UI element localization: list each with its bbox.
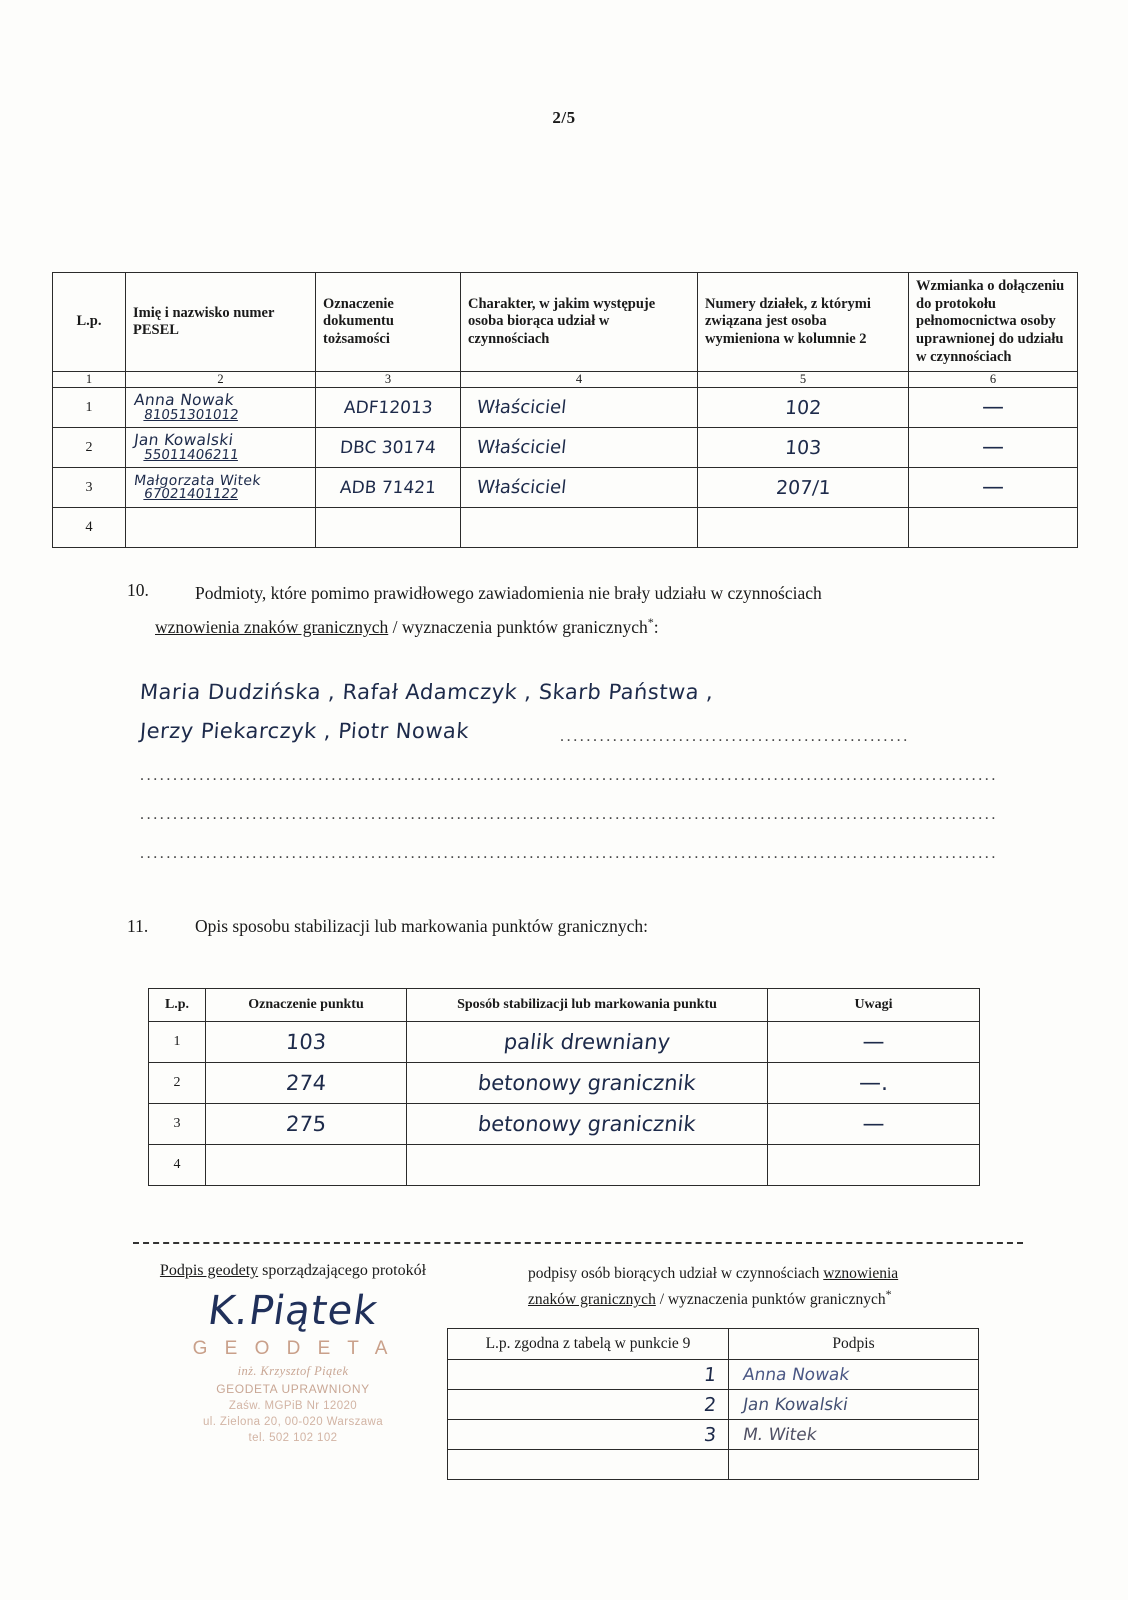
row-method [407,1145,768,1186]
signature-row-lp [448,1420,729,1450]
row-name-pesel [126,428,316,468]
row-note [909,428,1078,468]
row-name: Małgorzata Witek [133,473,262,490]
surveyor-signature-handwriting: K.Piątek [205,1288,381,1334]
row-lp: 1 [149,1022,206,1063]
table-row [149,1145,980,1186]
answer-line-2-text: Jerzy Piekarczyk , Piotr Nowak [139,719,470,743]
section-10-answer-lines [140,672,1040,867]
table-row [448,1360,979,1390]
row-point [206,1063,407,1104]
answer-line-1 [140,672,1040,711]
row-point-value: 274 [285,1071,327,1095]
row-remark [768,1063,980,1104]
row-note [909,468,1078,508]
row-name-pesel [126,468,316,508]
persons-table-header-row [53,273,1078,372]
table-row [448,1390,979,1420]
signature-row-signature [729,1390,979,1420]
row-character-value: Właściciel [475,477,568,499]
row-point [206,1104,407,1145]
row-character [461,508,698,548]
colnum-1: 1 [53,372,126,388]
signature-row-lp [448,1390,729,1420]
row-note-value: — [982,435,1004,461]
surveyor-caption-rest: sporządzającego protokół [258,1262,427,1279]
section-10-text: Podmioty, które pomimo prawidłowego zawiadomienia nie brały udziału w czynnościach [195,583,822,603]
points-table-header-row [149,989,980,1022]
footnote-star-2: * [885,1287,892,1302]
table-row [448,1450,979,1480]
table-row [53,468,1078,508]
answer-line-3 [140,750,1040,789]
footnote-star: * [647,615,654,630]
dotted-fill-4: .................................................................................................................................. [140,845,998,862]
surveyor-caption-underlined: Podpis geodety [159,1262,259,1279]
row-method-value: palik drewniany [502,1030,672,1054]
table-row [53,508,1078,548]
row-method [407,1104,768,1145]
row-parcels [698,388,909,428]
section-11 [127,916,648,937]
row-document [316,388,461,428]
header-method: Sposób stabilizacji lub markowania punktu [407,989,768,1022]
participants-signature-caption [528,1262,1028,1312]
stamp-line-3: GEODETA UPRAWNIONY [216,1381,370,1396]
header-lp-reference: L.p. zgodna z tabelą w punkcie 9 [448,1329,729,1360]
row-parcels [698,468,909,508]
table-row [149,1022,980,1063]
header-point: Oznaczenie punktu [206,989,407,1022]
section-10-subtext [155,615,1027,638]
row-point [206,1022,407,1063]
colnum-6: 6 [909,372,1078,388]
signature-row-signature-value: M. Witek [741,1424,819,1445]
row-document [316,508,461,548]
row-character [461,428,698,468]
row-note-value: — [982,395,1004,421]
signature-row-signature [729,1450,979,1480]
row-parcels [698,428,909,468]
row-lp: 4 [53,508,126,548]
header-remark: Uwagi [768,989,980,1022]
points-table [148,988,980,1186]
table-row [149,1063,980,1104]
row-pesel: 67021401122 [143,486,240,503]
participants-signature-table [447,1328,979,1480]
surveyor-signature-block [128,1262,458,1447]
dotted-fill-1: ..................................................... [560,728,910,745]
section-11-number: 11. [127,916,149,936]
participants-caption-part2: / wyznaczenia punktów granicznych [655,1291,886,1309]
participants-caption-underlined-1: wznowienia [823,1265,899,1282]
row-document-value: DBC 30174 [339,437,437,458]
row-lp: 4 [149,1145,206,1186]
header-lp: L.p. [149,989,206,1022]
row-point [206,1145,407,1186]
row-method-value: betonowy granicznik [476,1112,698,1136]
table-row [448,1420,979,1450]
header-document: Oznaczenie dokumentu tożsamości [316,273,461,372]
footer-divider [133,1242,1023,1244]
header-signature: Podpis [729,1329,979,1360]
table-row [53,428,1078,468]
surveyor-stamp [128,1336,458,1447]
row-method [407,1063,768,1104]
row-method-value: betonowy granicznik [476,1071,698,1095]
row-note-value: — [982,475,1004,501]
table-row [53,388,1078,428]
row-name-pesel [126,508,316,548]
participants-caption-part1: podpisy osób biorących udział w czynnościach [528,1265,824,1282]
row-pesel: 55011406211 [143,446,240,463]
participants-caption-underlined-2: znaków granicznych [528,1291,656,1309]
section-11-text: Opis sposobu stabilizacji lub markowania punktów granicznych: [195,916,648,936]
row-note [909,508,1078,548]
surveyor-signature-caption [128,1262,458,1280]
header-parcels: Numery działek, z którymi związana jest osoba wymieniona w kolumnie 2 [698,273,909,372]
colnum-2: 2 [126,372,316,388]
section-10-sub-rest: / wyznaczenia punktów granicznych [392,616,648,637]
row-lp: 3 [149,1104,206,1145]
stamp-line-5: ul. Zielona 20, 00-020 Warszawa [202,1416,384,1429]
signature-row-lp [448,1450,729,1480]
answer-line-2 [140,711,1040,750]
row-remark [768,1104,980,1145]
row-pesel: 81051301012 [143,406,240,423]
signature-row-lp [448,1360,729,1390]
signature-row-signature-value: Anna Nowak [741,1364,851,1385]
row-note [909,388,1078,428]
row-lp: 3 [53,468,126,508]
row-remark-value: —. [859,1070,888,1096]
row-document-value: ADF12013 [343,397,433,418]
row-parcels-value: 103 [784,436,822,459]
colnum-3: 3 [316,372,461,388]
header-name: Imię i nazwisko numer PESEL [126,273,316,372]
dotted-fill-2: .................................................................................................................................. [140,767,998,784]
dotted-fill-3: .................................................................................................................................. [140,806,998,823]
row-character [461,388,698,428]
signature-row-signature-value: Jan Kowalski [741,1394,850,1415]
row-lp: 2 [149,1063,206,1104]
row-lp: 1 [53,388,126,428]
signature-row-lp-value: 1 [702,1363,718,1386]
signature-row-signature [729,1420,979,1450]
row-point-value: 275 [285,1112,327,1136]
signature-row-lp-value: 3 [702,1423,718,1446]
row-parcels-value: 207/1 [774,476,832,499]
row-parcels [698,508,909,548]
stamp-line-4: Zaśw. MGPiB Nr 12020 [228,1399,358,1412]
row-remark [768,1145,980,1186]
signature-row-lp-value: 2 [702,1393,718,1416]
row-character [461,468,698,508]
row-parcels-value: 102 [784,396,822,419]
row-name: Jan Kowalski [132,431,235,450]
header-character: Charakter, w jakim występuje osoba biorąca udział w czynnościach [461,273,698,372]
row-name-pesel [126,388,316,428]
section-10 [127,580,1027,638]
page-number: 2/5 [552,108,576,127]
stamp-line-6: tel. 502 102 102 [248,1432,338,1445]
header-note: Wzmianka o dołączeniu do protokołu pełnomocnictwa osoby uprawnionej do udziału w czynnościach [909,273,1078,372]
row-character-value: Właściciel [475,397,568,419]
answer-line-5 [140,828,1040,867]
answer-line-1-text: Maria Dudzińska , Rafał Adamczyk , Skarb Państwa , [139,680,715,704]
row-remark-value: — [862,1029,885,1055]
section-10-colon: : [653,616,659,637]
row-remark [768,1022,980,1063]
section-10-sub-underlined: wznowienia znaków granicznych [155,616,389,637]
stamp-line-2: inż. Krzysztof Piątek [237,1363,349,1378]
stamp-line-1: G E O D E T A [192,1338,394,1359]
row-lp: 2 [53,428,126,468]
answer-line-4 [140,789,1040,828]
row-document [316,428,461,468]
row-method [407,1022,768,1063]
signature-row-signature [729,1360,979,1390]
row-point-value: 103 [285,1030,327,1054]
row-document-value: ADB 71421 [339,477,437,498]
persons-table [52,272,1078,548]
colnum-4: 4 [461,372,698,388]
section-10-number: 10. [127,580,149,600]
row-remark-value: — [862,1111,885,1137]
row-character-value: Właściciel [475,437,568,459]
row-name: Anna Nowak [132,391,236,410]
row-document [316,468,461,508]
header-lp: L.p. [53,273,126,372]
persons-table-column-numbers [53,372,1078,388]
colnum-5: 5 [698,372,909,388]
signature-table-header-row [448,1329,979,1360]
table-row [149,1104,980,1145]
